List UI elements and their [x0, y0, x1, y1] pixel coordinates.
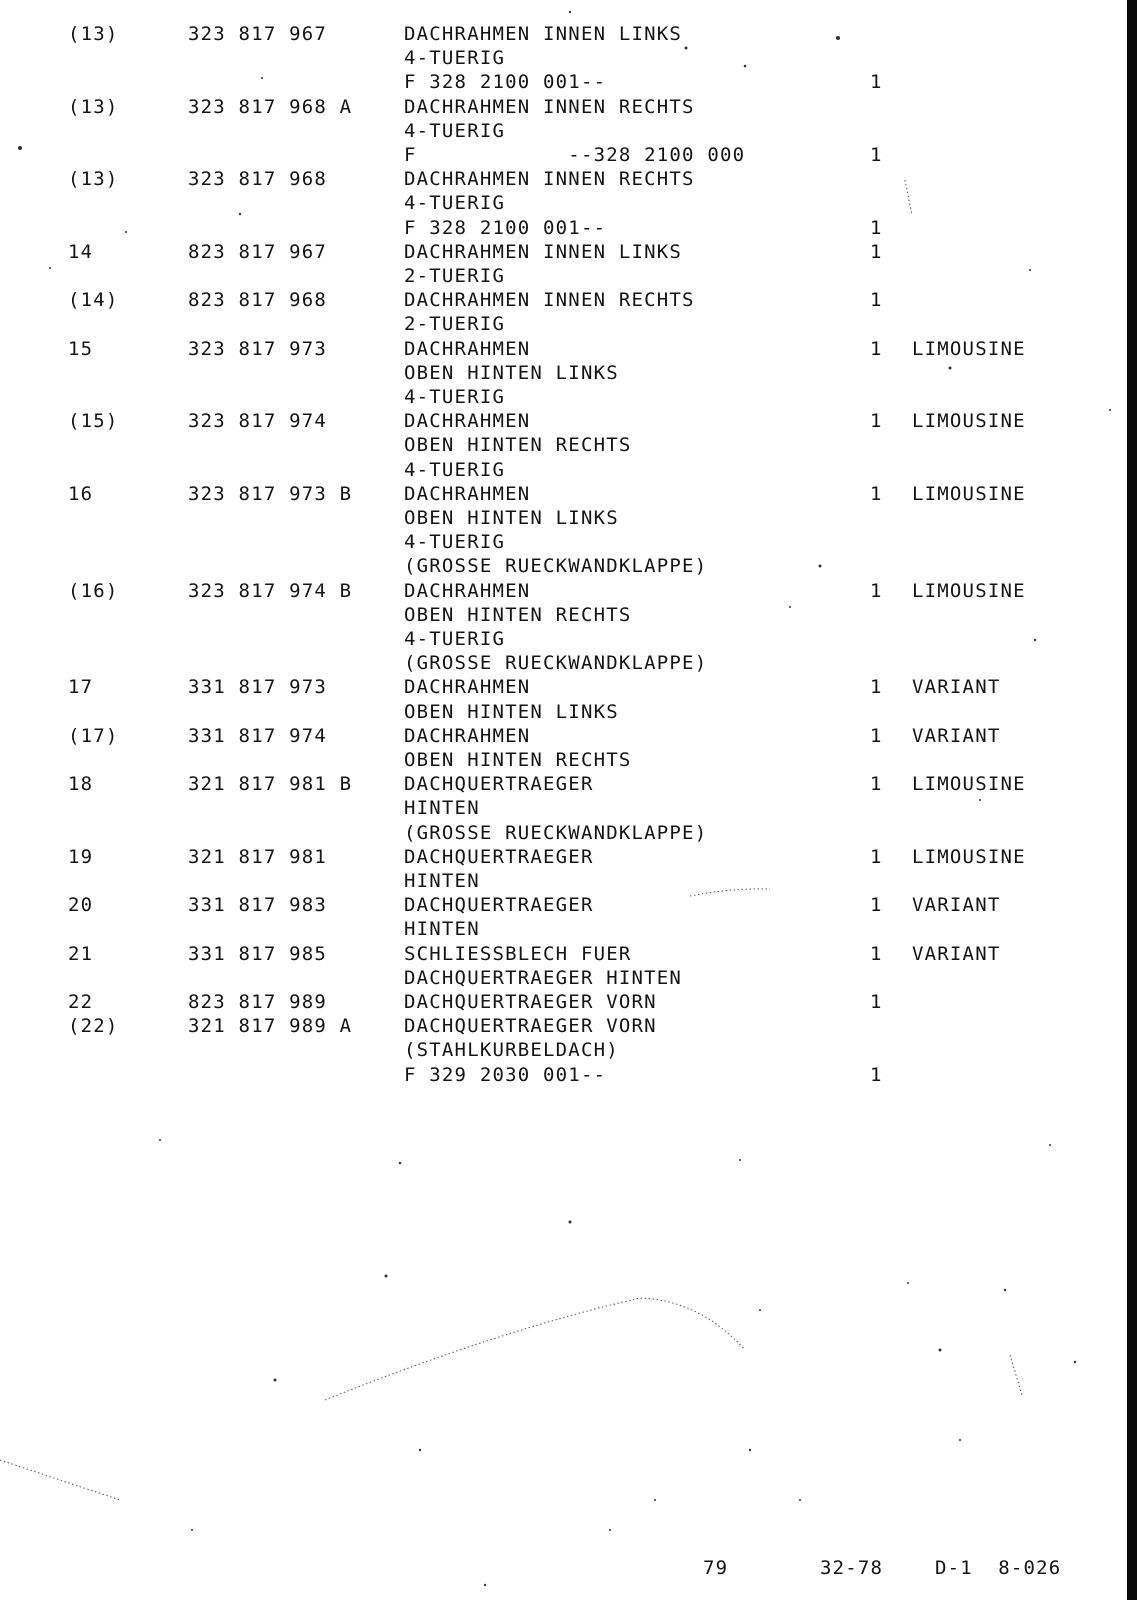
reference-code: D-1 8-026: [935, 1557, 1062, 1579]
position-number: (13): [68, 168, 119, 191]
description: F --328 2100 000: [404, 144, 746, 166]
description: (GROSSE RUECKWANDKLAPPE): [404, 555, 708, 578]
description: OBEN HINTEN LINKS: [404, 361, 619, 384]
description: HINTEN: [404, 918, 480, 941]
quantity: 1: [870, 1063, 883, 1086]
part-number: 323 817 974: [188, 410, 328, 433]
description: DACHRAHMEN: [404, 337, 531, 360]
position-number: (14): [68, 289, 119, 312]
description: 4-TUERIG: [404, 531, 506, 554]
section-number: 32-78: [820, 1557, 884, 1579]
description: OBEN HINTEN RECHTS: [404, 749, 632, 771]
description: OBEN HINTEN RECHTS: [404, 603, 632, 626]
quantity: 1: [870, 410, 883, 433]
description: 4-TUERIG: [404, 458, 506, 481]
position-number: 19: [68, 845, 94, 868]
description: SCHLIESSBLECH FUER: [404, 942, 632, 965]
remark: VARIANT: [912, 894, 1001, 917]
remark: LIMOUSINE: [912, 579, 1026, 602]
description: DACHRAHMEN INNEN RECHTS: [404, 289, 695, 312]
position-number: (13): [68, 95, 119, 118]
remark: LIMOUSINE: [912, 773, 1026, 796]
description: OBEN HINTEN RECHTS: [404, 434, 632, 457]
position-number: 18: [68, 773, 94, 796]
part-number: 321 817 981 B: [188, 773, 353, 796]
description: HINTEN: [404, 797, 480, 820]
quantity: 1: [870, 676, 883, 699]
description: DACHRAHMEN: [404, 410, 531, 433]
quantity: 1: [870, 71, 883, 94]
description: 4-TUERIG: [404, 386, 506, 408]
description: 2-TUERIG: [404, 265, 506, 287]
position-number: 21: [68, 942, 94, 965]
position-number: (13): [68, 23, 119, 45]
position-number: 15: [68, 337, 94, 360]
description: 4-TUERIG: [404, 628, 506, 650]
part-number: 323 817 968: [188, 168, 328, 191]
description: DACHQUERTRAEGER HINTEN: [404, 966, 683, 989]
quantity: 1: [870, 894, 883, 917]
remark: LIMOUSINE: [912, 845, 1026, 868]
quantity: 1: [870, 240, 883, 263]
remark: VARIANT: [912, 942, 1001, 965]
description: DACHQUERTRAEGER: [404, 773, 594, 796]
description: F 328 2100 001--: [404, 216, 607, 239]
position-number: 20: [68, 894, 94, 917]
description: OBEN HINTEN LINKS: [404, 507, 619, 529]
part-number: 323 817 968 A: [188, 95, 353, 118]
part-number: 323 817 973: [188, 337, 328, 360]
description: (STAHLKURBELDACH): [404, 1039, 619, 1062]
quantity: 1: [870, 991, 883, 1013]
position-number: 14: [68, 240, 94, 263]
quantity: 1: [870, 289, 883, 312]
remark: LIMOUSINE: [912, 482, 1026, 505]
quantity: 1: [870, 579, 883, 602]
description: DACHRAHMEN: [404, 579, 531, 602]
part-number: 823 817 967: [188, 240, 328, 263]
description: DACHRAHMEN INNEN RECHTS: [404, 168, 695, 191]
quantity: 1: [870, 482, 883, 505]
description: 4-TUERIG: [404, 192, 506, 215]
part-number: 321 817 981: [188, 845, 328, 868]
quantity: 1: [870, 216, 883, 239]
part-number: 321 817 989 A: [188, 1015, 353, 1038]
position-number: 22: [68, 991, 94, 1013]
quantity: 1: [870, 337, 883, 360]
position-number: (22): [68, 1015, 119, 1038]
description: DACHRAHMEN INNEN LINKS: [404, 23, 683, 45]
description: DACHQUERTRAEGER: [404, 894, 594, 917]
remark: LIMOUSINE: [912, 410, 1026, 433]
description: DACHRAHMEN: [404, 724, 531, 747]
part-number: 323 817 974 B: [188, 579, 353, 602]
description: OBEN HINTEN LINKS: [404, 700, 619, 723]
remark: VARIANT: [912, 724, 1001, 747]
part-number: 331 817 973: [188, 676, 328, 699]
position-number: (15): [68, 410, 119, 433]
description: DACHQUERTRAEGER VORN: [404, 1015, 657, 1038]
position-number: (16): [68, 579, 119, 602]
part-number: 331 817 974: [188, 724, 328, 747]
part-number: 331 817 983: [188, 894, 328, 917]
description: DACHQUERTRAEGER VORN: [404, 991, 657, 1013]
description: 4-TUERIG: [404, 47, 506, 70]
quantity: 1: [870, 773, 883, 796]
description: F 329 2030 001--: [404, 1063, 607, 1086]
description: (GROSSE RUECKWANDKLAPPE): [404, 821, 708, 844]
description: DACHRAHMEN: [404, 676, 531, 699]
remark: VARIANT: [912, 676, 1001, 699]
scan-edge: [1127, 0, 1137, 1600]
page-number: 79: [703, 1557, 729, 1579]
description: DACHRAHMEN: [404, 482, 531, 505]
quantity: 1: [870, 845, 883, 868]
part-number: 331 817 985: [188, 942, 328, 965]
part-number: 823 817 989: [188, 991, 328, 1013]
description: 2-TUERIG: [404, 313, 506, 336]
part-number: 823 817 968: [188, 289, 328, 312]
description: DACHQUERTRAEGER: [404, 845, 594, 868]
description: DACHRAHMEN INNEN LINKS: [404, 240, 683, 263]
quantity: 1: [870, 144, 883, 166]
remark: LIMOUSINE: [912, 337, 1026, 360]
quantity: 1: [870, 942, 883, 965]
part-number: 323 817 973 B: [188, 482, 353, 505]
description: 4-TUERIG: [404, 119, 506, 142]
description: HINTEN: [404, 870, 480, 892]
position-number: (17): [68, 724, 119, 747]
description: DACHRAHMEN INNEN RECHTS: [404, 95, 695, 118]
quantity: 1: [870, 724, 883, 747]
part-number: 323 817 967: [188, 23, 328, 45]
position-number: 16: [68, 482, 94, 505]
description: (GROSSE RUECKWANDKLAPPE): [404, 652, 708, 675]
position-number: 17: [68, 676, 94, 699]
description: F 328 2100 001--: [404, 71, 607, 94]
